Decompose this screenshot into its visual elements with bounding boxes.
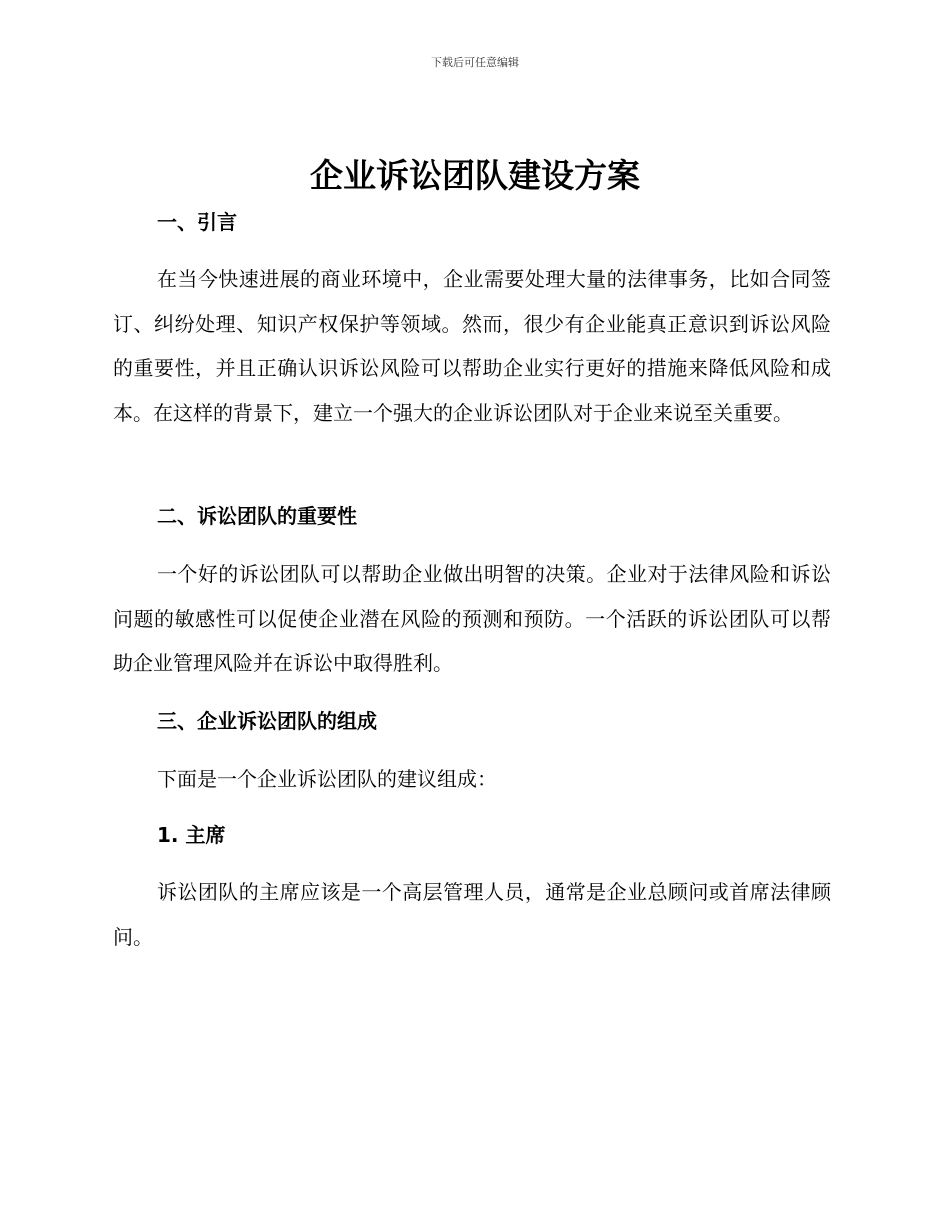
paragraph-chair: 诉讼团队的主席应该是一个高层管理人员，通常是企业总顾问或首席法律顾问。 [113, 880, 831, 949]
header-note: 下载后可任意编辑 [431, 56, 519, 69]
section-heading-intro: 一、引言 [157, 210, 237, 234]
section-heading-composition: 三、企业诉讼团队的组成 [157, 709, 377, 733]
section-heading-importance: 二、诉讼团队的重要性 [157, 504, 357, 528]
document-title: 企业诉讼团队建设方案 [310, 156, 640, 195]
paragraph-composition: 下面是一个企业诉讼团队的建议组成： [157, 767, 497, 791]
paragraph-importance: 一个好的诉讼团队可以帮助企业做出明智的决策。企业对于法律风险和诉讼问题的敏感性可以促使企业潜在风险的预测和预防。一个活跃的诉讼团队可以帮助企业管理风险并在诉讼中取得胜利。 [113, 562, 831, 675]
section-heading-chair: 1. 主席 [157, 823, 226, 847]
paragraph-intro: 在当今快速进展的商业环境中，企业需要处理大量的法律事务，比如合同签订、纠纷处理、知识产权保护等领域。然而，很少有企业能真正意识到诉讼风险的重要性，并且正确认识诉讼风险可以帮助企业实行更好的措施来降低风险和成本。在这样的背景下，建立一个强大的企业诉讼团队对于企业来说至关重要。 [113, 267, 831, 425]
